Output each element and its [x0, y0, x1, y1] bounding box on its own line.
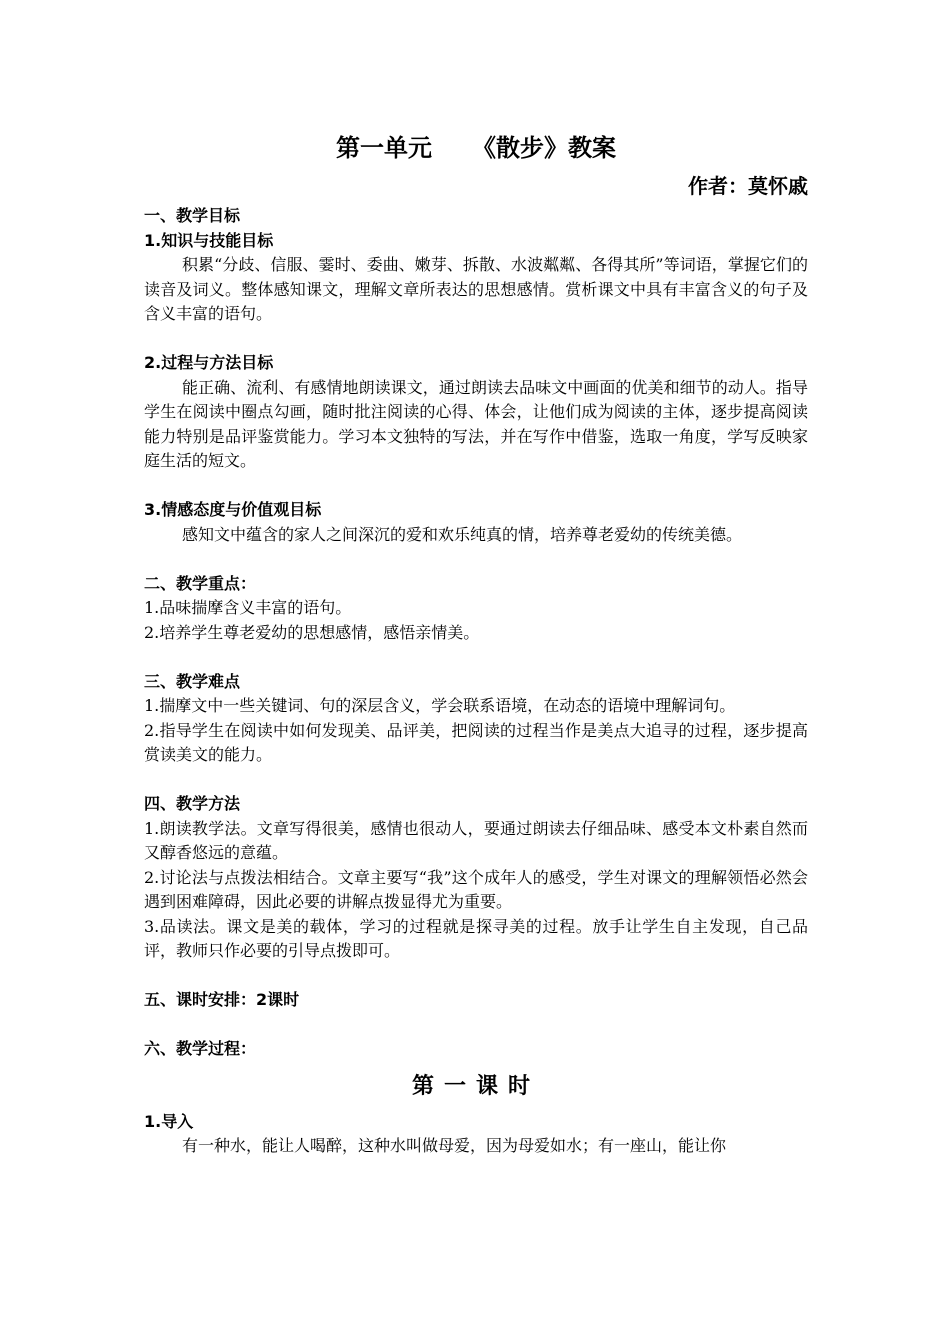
author-line: 作者：莫怀戚	[688, 174, 808, 198]
section-heading-key-points: 二、教学重点：	[144, 573, 257, 593]
list-item: 1.朗读教学法。文章写得很美，感情也很动人，要通过朗读去仔细品味、感受本文朴素自然而又醇香悠远的意蕴。	[144, 818, 808, 862]
lesson-title: 第一课时	[411, 1073, 540, 1099]
subheading-intro: 1.导入	[144, 1111, 194, 1131]
list-item: 1.品味揣摩含义丰富的语句。	[144, 598, 352, 617]
paragraph-knowledge: 积累“分歧、信服、霎时、委曲、嫩芽、拆散、水波粼粼、各得其所”等词语，掌握它们的读音及词义。整体感知课文，理解文章所表达的思想感情。赏析课文中具有丰富含义的句子及含义丰富的语句。	[144, 255, 808, 323]
list-item: 2.讨论法与点拨法相结合。文章主要写“我”这个成年人的感受，学生对课文的理解领悟必然会遇到困难障碍，因此必要的讲解点拨显得尤为重要。	[144, 867, 808, 911]
list-item: 1.揣摩文中一些关键词、句的深层含义，学会联系语境，在动态的语境中理解词句。	[144, 696, 736, 715]
title-lesson-name: 《散步》教案	[472, 134, 616, 162]
subheading-emotion: 3.情感态度与价值观目标	[144, 500, 322, 519]
section-heading-methods: 四、教学方法	[144, 794, 241, 813]
list-item: 2.培养学生尊老爱幼的思想感情，感悟亲情美。	[144, 622, 480, 642]
list-item: 3.品读法。课文是美的载体，学习的过程就是探寻美的过程。放手让学生自主发现，自己品评，教师只作必要的引导点拨即可。	[144, 916, 808, 960]
paragraph-intro: 有一种水，能让人喝醉，这种水叫做母爱，因为母爱如水；有一座山，能让你	[182, 1136, 727, 1155]
paragraph-process: 能正确、流利、有感情地朗读课文，通过朗读去品味文中画面的优美和细节的动人。指导学生在阅读中圈点勾画，随时批注阅读的心得、体会，让他们成为阅读的主体，逐步提高阅读能力特别是品评鉴赏能力。学习本文独特的写法，并在写作中借鉴，选取一角度，学写反映家庭生活的短文。	[144, 377, 808, 470]
list-item: 2.指导学生在阅读中如何发现美、品评美，把阅读的过程当作是美点大追寻的过程，逐步提高赏读美文的能力。	[144, 720, 808, 764]
section-heading-process: 六、教学过程：	[144, 1039, 257, 1058]
document-title	[144, 128, 808, 168]
subheading-knowledge: 1.知识与技能目标	[144, 230, 274, 250]
section-heading-difficulties: 三、教学难点	[144, 671, 241, 691]
document-page	[144, 128, 808, 1159]
subheading-process: 2.过程与方法目标	[144, 353, 274, 372]
section-heading-goals: 一、教学目标	[144, 206, 241, 225]
section-heading-schedule: 五、课时安排：2课时	[144, 990, 300, 1009]
title-unit: 第一单元	[336, 134, 432, 162]
paragraph-emotion: 感知文中蕴含的家人之间深沉的爱和欢乐纯真的情，培养尊老爱幼的传统美德。	[182, 524, 743, 544]
